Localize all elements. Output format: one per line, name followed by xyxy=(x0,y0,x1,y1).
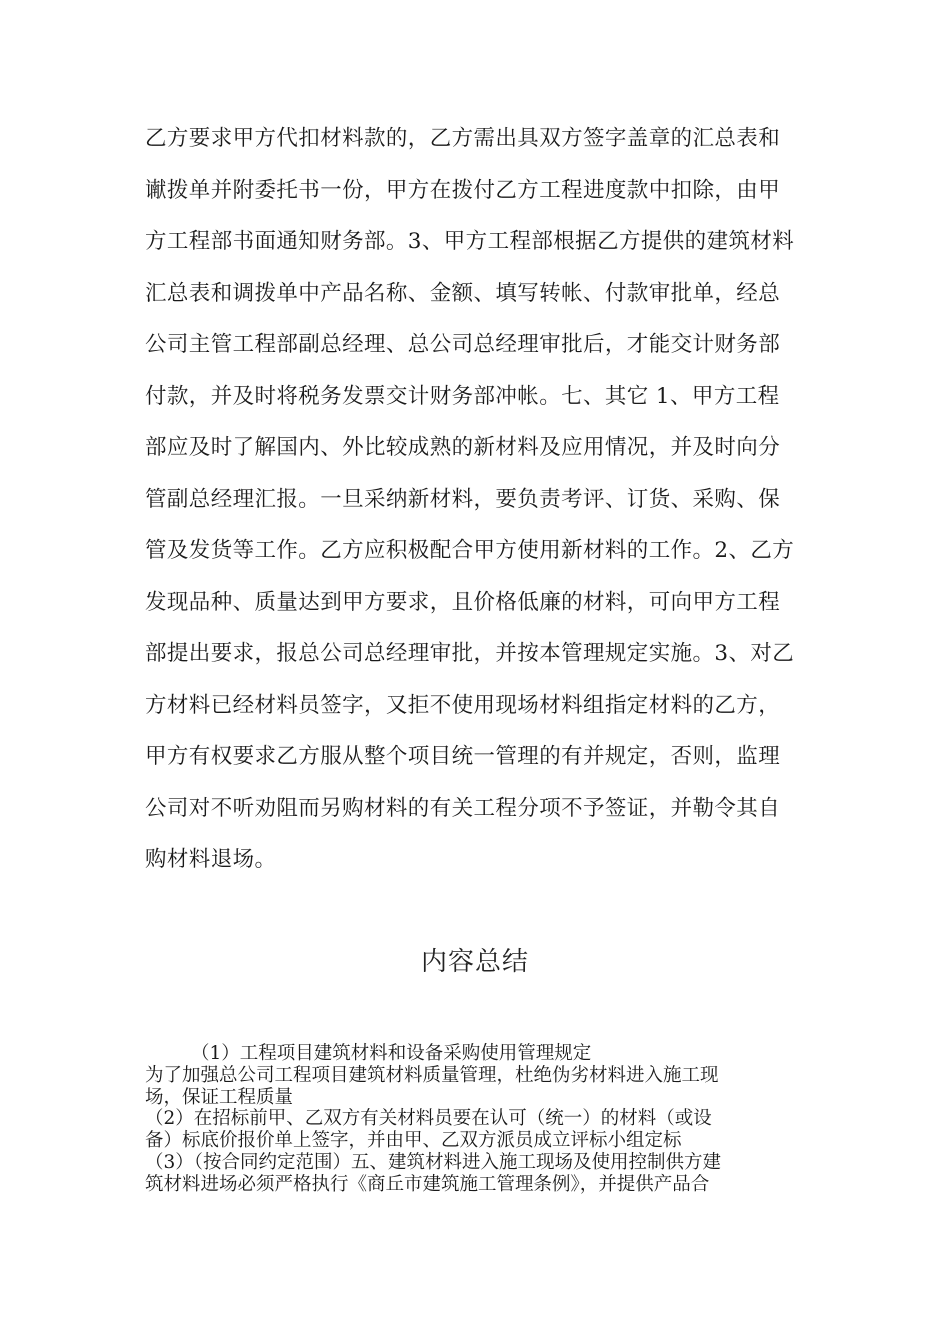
summary-line: （3）（按合同约定范围）五、建筑材料进入施工现场及使用控制供方建 xyxy=(145,1151,722,1173)
summary-line: （1）工程项目建筑材料和设备采购使用管理规定 xyxy=(191,1043,592,1064)
body-line: 购材料退场。 xyxy=(145,847,277,872)
body-line: 部应及时了解国内、外比较成熟的新材料及应用情况，并及时向分 xyxy=(145,435,781,460)
summary-line: （2）在招标前甲、乙双方有关材料员要在认可（统一）的材料（或设 xyxy=(145,1108,712,1130)
body-line: 部提出要求，报总公司总经理审批，并按本管理规定实施。3、对乙 xyxy=(145,641,795,666)
body-line: 付款，并及时将税务发票交计财务部冲帐。七、其它 1、甲方工程 xyxy=(145,383,780,409)
summary-line: 场，保证工程质量 xyxy=(145,1086,294,1108)
body-line: 甲方有权要求乙方服从整个项目统一管理的有并规定，否则，监理 xyxy=(145,744,781,769)
body-paragraph xyxy=(145,116,810,889)
body-line: 管副总经理汇报。一旦采纳新材料，要负责考评、订货、采购、保 xyxy=(145,486,781,512)
body-line: 公司对不听劝阻而另购材料的有关工程分项不予签证，并勒令其自 xyxy=(145,795,781,821)
body-line: 方材料已经材料员签字，又拒不使用现场材料组指定材料的乙方， xyxy=(145,692,781,718)
summary-line: 筑材料进场必须严格执行《商丘市建筑施工管理条例》，并提供产品合 xyxy=(145,1173,710,1195)
summary-line: 备）标底价报价单上签字，并由甲、乙双方派员成立评标小组定标 xyxy=(145,1130,682,1152)
body-line: 公司主管工程部副总经理、总公司总经理审批后，才能交计财务部 xyxy=(145,332,781,357)
body-line: 管及发货等工作。乙方应积极配合甲方使用新材料的工作。2、乙方 xyxy=(145,538,795,563)
body-line: 方工程部书面通知财务部。3、甲方工程部根据乙方提供的建筑材料 xyxy=(145,229,795,254)
body-line: 谳拨单并附委托书一份，甲方在拨付乙方工程进度款中扣除，由甲 xyxy=(145,177,781,203)
summary-title: 内容总结 xyxy=(420,947,529,977)
body-line: 汇总表和调拨单中产品名称、金额、填写转帐、付款审批单，经总 xyxy=(145,280,781,306)
summary-block xyxy=(145,1043,810,1196)
body-line: 发现品种、质量达到甲方要求，且价格低廉的材料，可向甲方工程 xyxy=(145,589,781,615)
summary-line: 为了加强总公司工程项目建筑材料质量管理，杜绝伪劣材料进入施工现 xyxy=(145,1064,719,1086)
body-line: 乙方要求甲方代扣材料款的，乙方需出具双方签字盖章的汇总表和 xyxy=(145,126,781,151)
